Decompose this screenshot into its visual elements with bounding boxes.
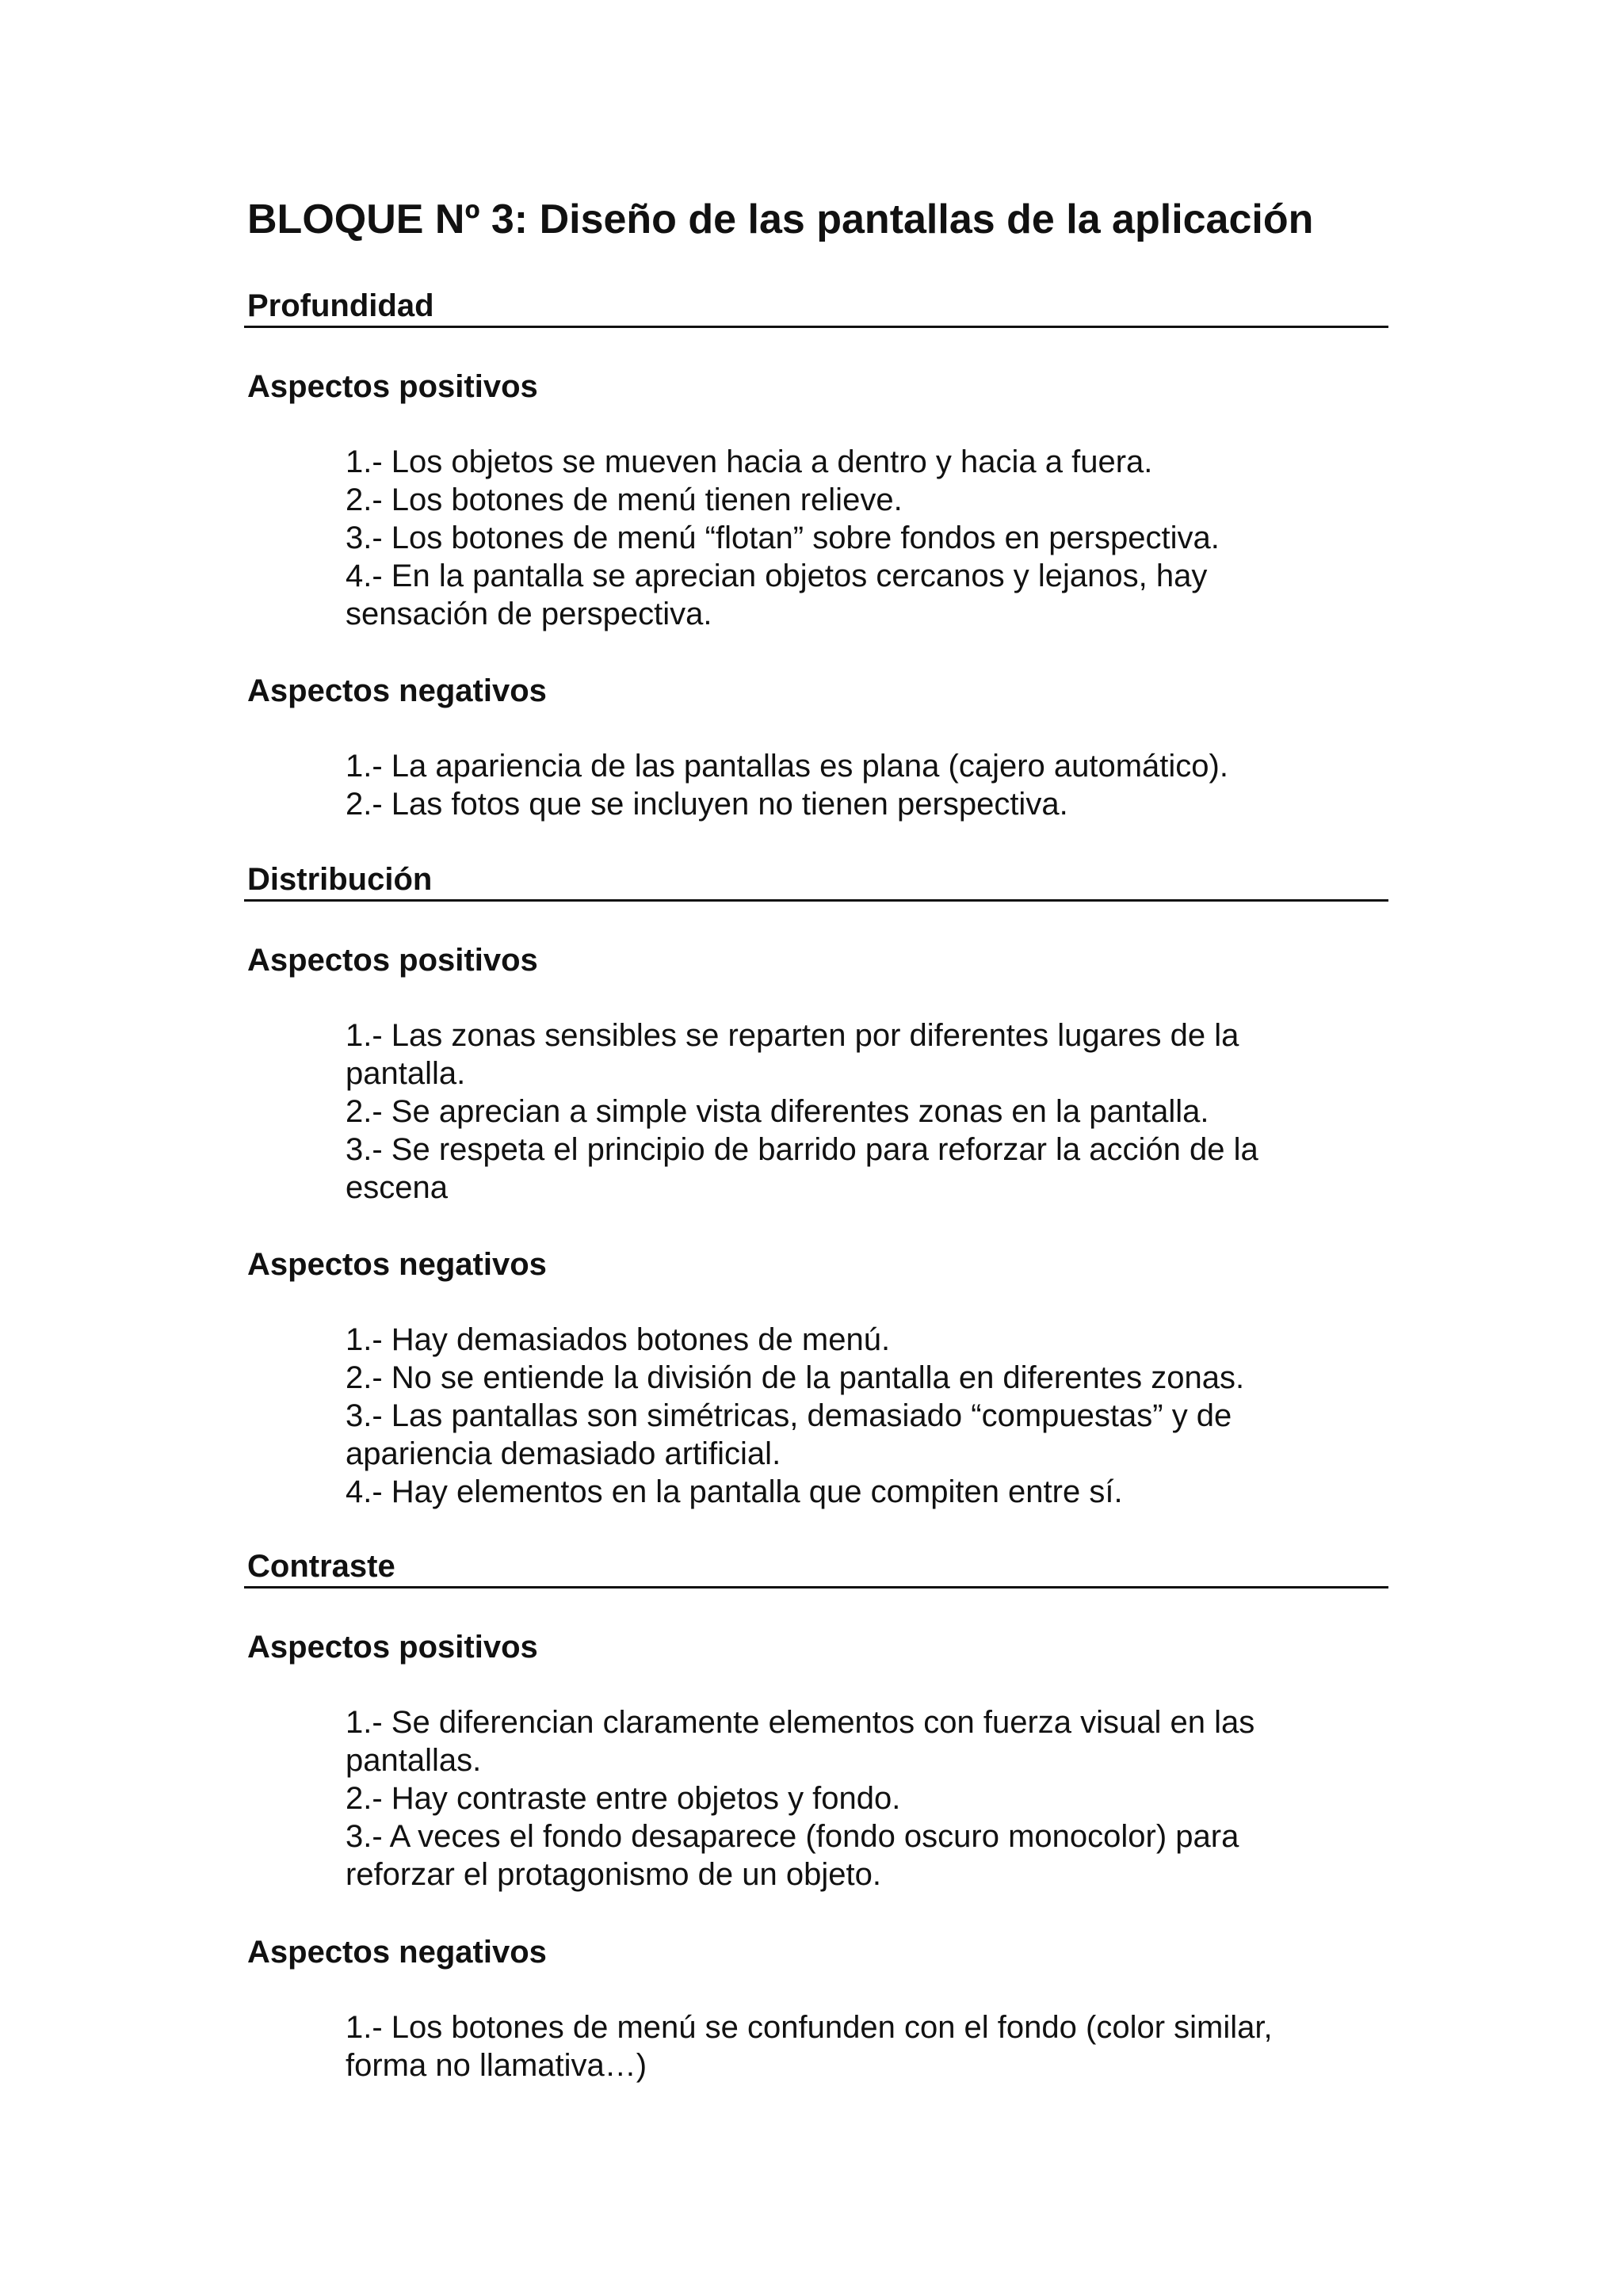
list-item: 1.- Las zonas sensibles se reparten por diferentes lugares de la pantalla.	[346, 1018, 1239, 1091]
list-item: 2.- No se entiende la división de la pantalla en diferentes zonas.	[346, 1360, 1245, 1395]
list-item: 3.- Los botones de menú “flotan” sobre fondos en perspectiva.	[346, 521, 1220, 555]
item-list	[346, 747, 1320, 823]
item-list	[346, 1703, 1320, 1894]
section-contraste	[247, 1547, 1388, 1590]
section-heading: Distribución	[247, 862, 433, 897]
item-list	[346, 1321, 1320, 1511]
subsection-heading: Aspectos negativos	[247, 673, 547, 708]
section-divider	[244, 1586, 1388, 1589]
list-item: 4.- Hay elementos en la pantalla que compiten entre sí.	[346, 1474, 1123, 1509]
section-heading: Contraste	[247, 1549, 395, 1584]
subsection-negative	[247, 672, 1388, 710]
list-item: 3.- A veces el fondo desaparece (fondo oscuro monocolor) para reforzar el protagonismo de un objeto.	[346, 1819, 1239, 1892]
list-item: 4.- En la pantalla se aprecian objetos cercanos y lejanos, hay sensación de perspectiva.	[346, 559, 1208, 631]
subsection-positive	[247, 368, 1388, 406]
section-divider	[244, 899, 1388, 902]
section-heading: Profundidad	[247, 288, 434, 323]
section-profundidad	[247, 287, 1388, 330]
subsection-heading: Aspectos negativos	[247, 1247, 547, 1282]
subsection-heading: Aspectos positivos	[247, 943, 538, 978]
section-distribucion	[247, 860, 1388, 903]
page-title: BLOQUE Nº 3: Diseño de las pantallas de la aplicación	[247, 196, 1314, 242]
subsection-negative	[247, 1245, 1388, 1283]
list-item: 1.- Los botones de menú se confunden con el fondo (color similar, forma no llamativa…)	[346, 2010, 1273, 2083]
item-list	[346, 1016, 1320, 1207]
list-item: 2.- Las fotos que se incluyen no tienen perspectiva.	[346, 787, 1068, 822]
subsection-heading: Aspectos positivos	[247, 369, 538, 404]
list-item: 2.- Se aprecian a simple vista diferentes zonas en la pantalla.	[346, 1094, 1209, 1129]
list-item: 3.- Se respeta el principio de barrido para reforzar la acción de la escena	[346, 1132, 1258, 1205]
subsection-heading: Aspectos negativos	[247, 1935, 547, 1970]
subsection-positive	[247, 941, 1388, 979]
list-item: 2.- Hay contraste entre objetos y fondo.	[346, 1781, 901, 1816]
item-list	[346, 2008, 1320, 2084]
list-item: 1.- La apariencia de las pantallas es plana (cajero automático).	[346, 749, 1228, 784]
list-item: 2.- Los botones de menú tienen relieve.	[346, 482, 903, 517]
subsection-positive	[247, 1628, 1388, 1666]
list-item: 3.- Las pantallas son simétricas, demasiado “compuestas” y de apariencia demasiado artificial.	[346, 1398, 1232, 1471]
section-divider	[244, 326, 1388, 328]
list-item: 1.- Se diferencian claramente elementos con fuerza visual en las pantallas.	[346, 1705, 1255, 1778]
item-list	[346, 443, 1320, 633]
list-item: 1.- Hay demasiados botones de menú.	[346, 1322, 891, 1357]
list-item: 1.- Los objetos se mueven hacia a dentro y hacia a fuera.	[346, 444, 1153, 479]
subsection-heading: Aspectos positivos	[247, 1630, 538, 1665]
subsection-negative	[247, 1933, 1388, 1971]
